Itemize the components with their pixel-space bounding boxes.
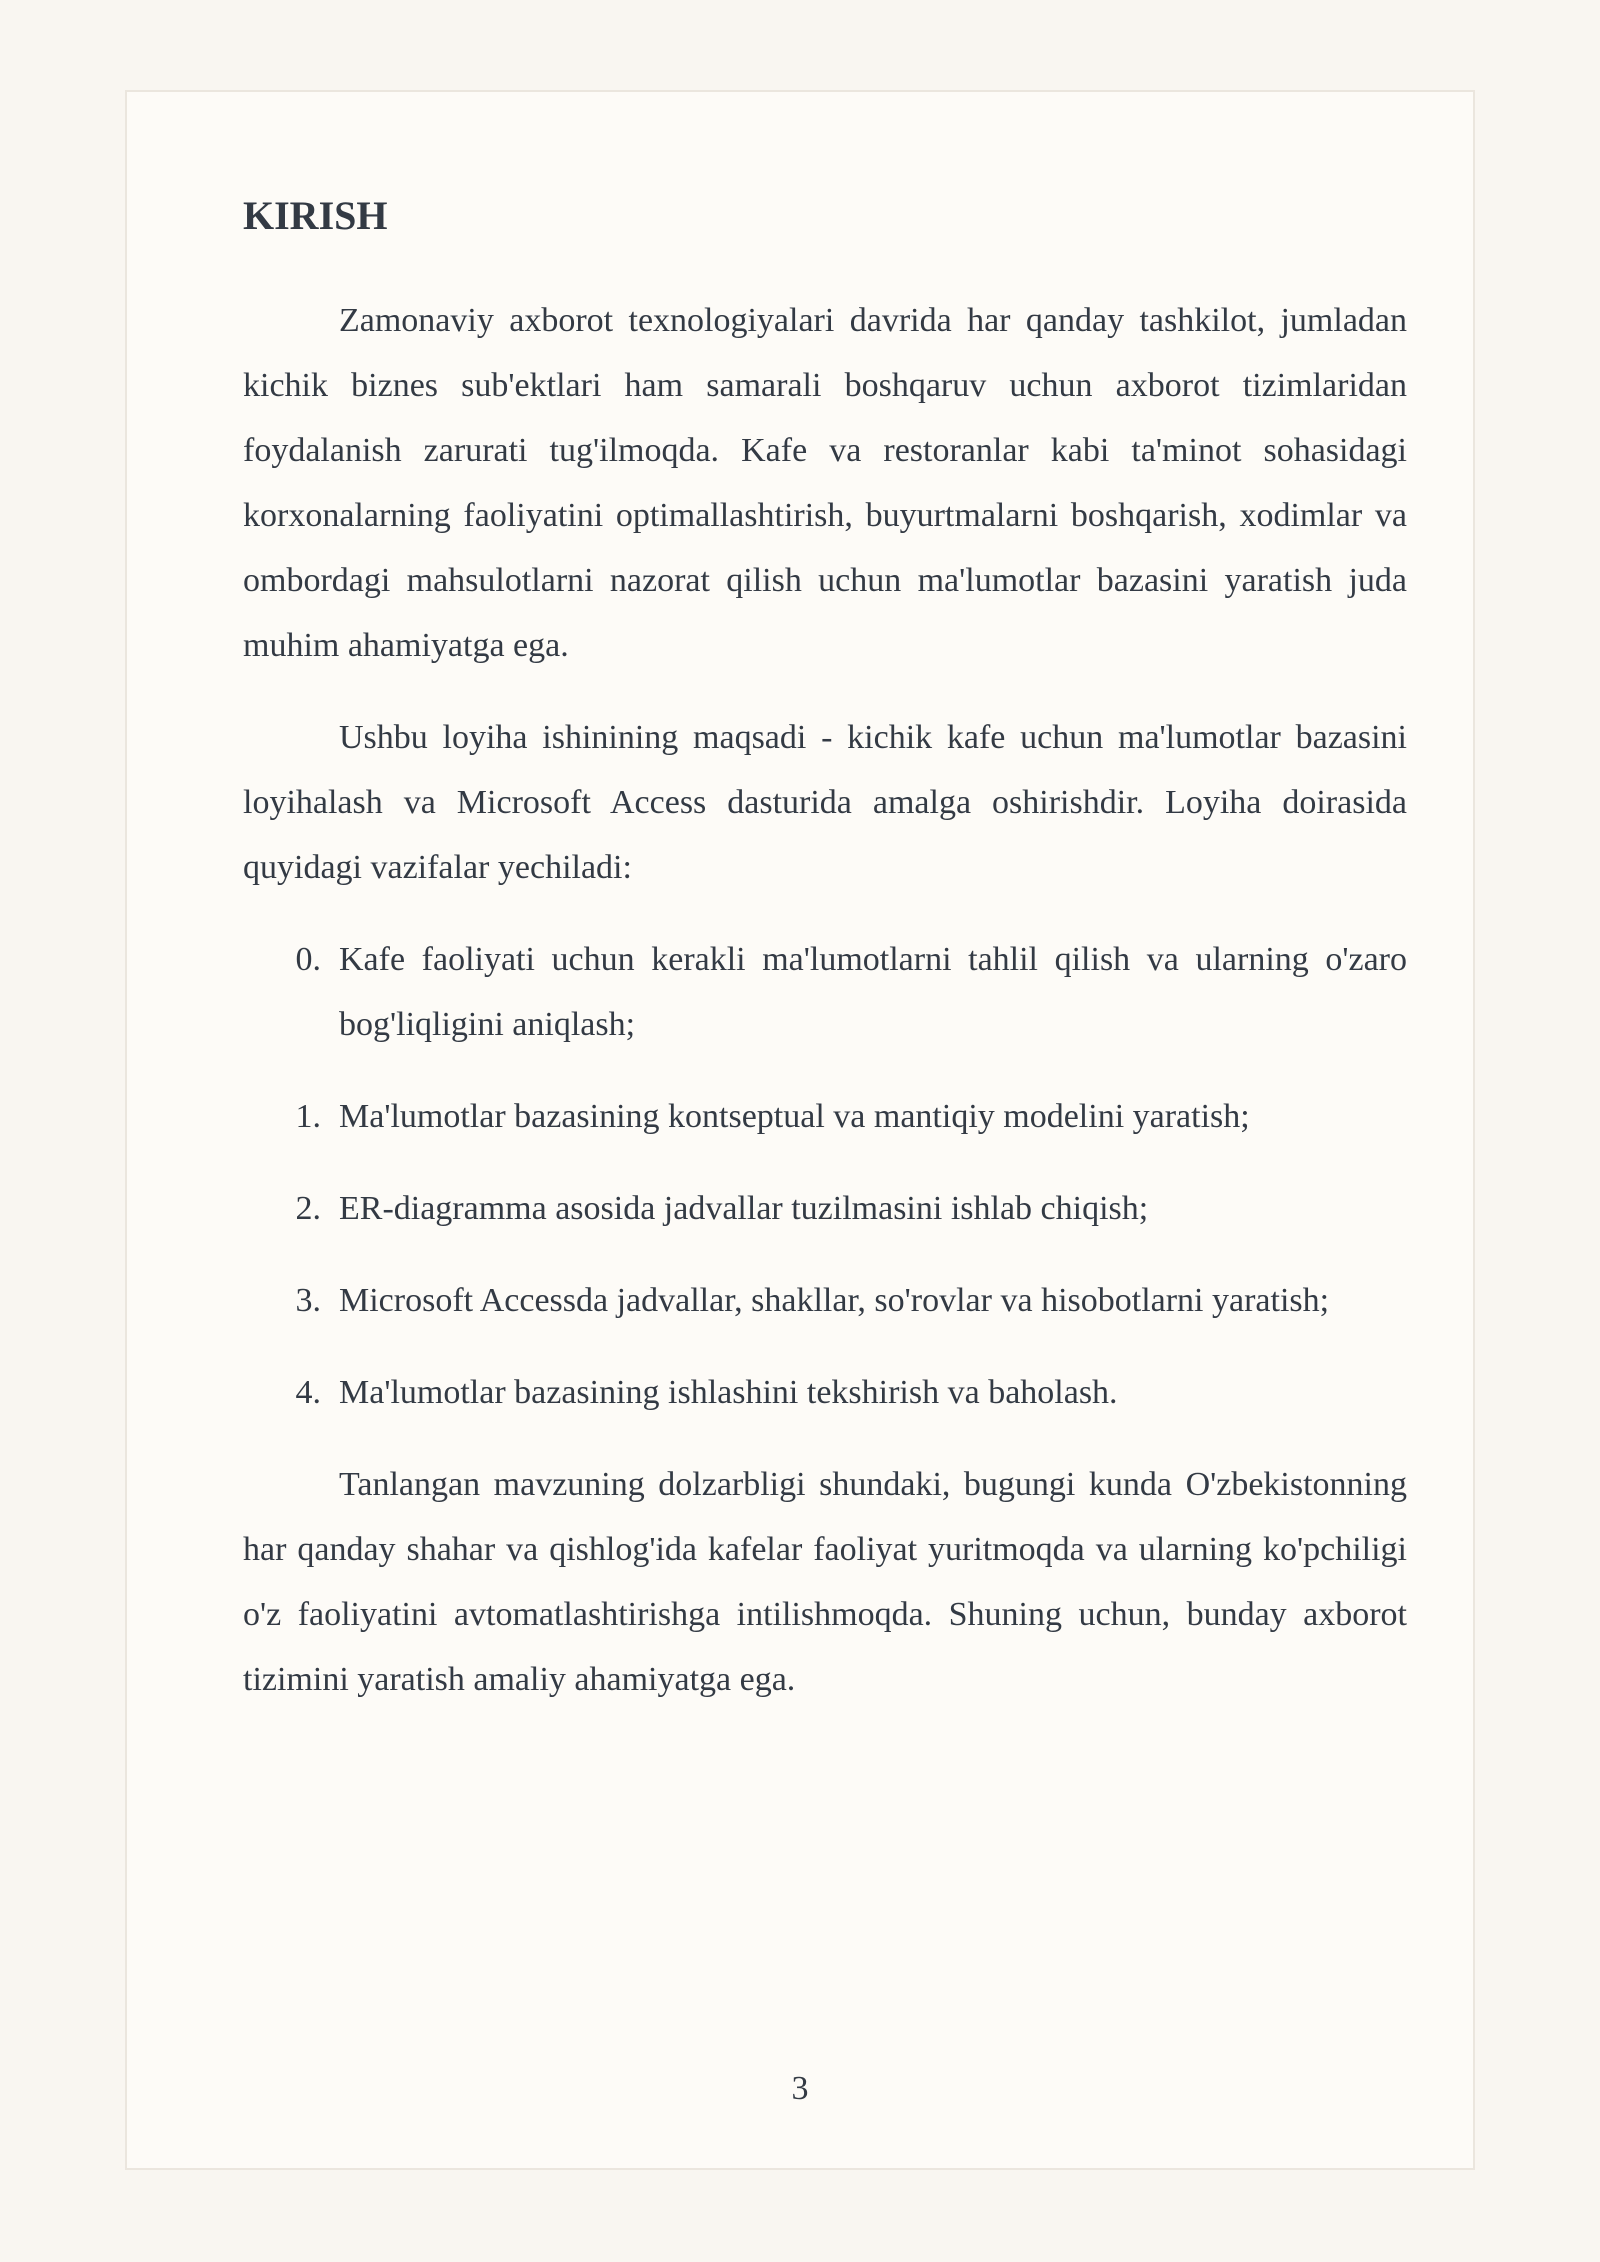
task-number: 3. (295, 1282, 321, 1319)
section-heading: KIRISH (243, 193, 388, 238)
task-number: 0. (295, 941, 321, 978)
task-number: 1. (295, 1098, 321, 1135)
goal-paragraph: Ushbu loyiha ishinining maqsadi - kichik kafe uchun ma'lumotlar bazasini loyihalash va Microsoft Access dasturida amalga oshirishdir. Loyiha doirasida quyidagi vazifalar yechiladi: (243, 719, 1407, 886)
task-text: Microsoft Accessda jadvallar, shakllar, so'rovlar va hisobotlarni yaratish; (339, 1282, 1330, 1319)
intro-paragraph: Zamonaviy axborot texnologiyalari davrida har qanday tashkilot, jumladan kichik biznes sub'ektlari ham samarali boshqaruv uchun axborot tizimlaridan foydalanish zarurati tug'ilmoqda. Kafe va restoranlar kabi ta'minot sohasidagi korxonalarning faoliyatini optimallashtirish, buyurtmalarni boshqarish, xodimlar va ombordagi mahsulotlarni nazorat qilish uchun ma'lumotlar bazasini yaratish juda muhim ahamiyatga ega. (243, 302, 1407, 664)
task-number: 4. (295, 1374, 321, 1411)
task-text: Ma'lumotlar bazasining kontseptual va mantiqiy modelini yaratish; (339, 1098, 1250, 1135)
page-number: 3 (791, 2070, 809, 2107)
page-content (243, 192, 1407, 1739)
task-text: Ma'lumotlar bazasining ishlashini tekshirish va baholash. (339, 1374, 1118, 1411)
task-text: ER-diagramma asosida jadvallar tuzilmasini ishlab chiqish; (339, 1190, 1149, 1227)
task-text: Kafe faoliyati uchun kerakli ma'lumotlarni tahlil qilish va ularning o'zaro bog'liqligini aniqlash; (339, 941, 1407, 1043)
relevance-paragraph: Tanlangan mavzuning dolzarbligi shundaki, bugungi kunda O'zbekistonning har qanday shahar va qishlog'ida kafelar faoliyat yuritmoqda va ularning ko'pchiligi o'z faoliyatini avtomatlashtirishga intilishmoqda. Shuning uchun, bunday axborot tizimini yaratish amaliy ahamiyatga ega. (243, 1466, 1407, 1698)
task-item (243, 1268, 1407, 1333)
document-page (125, 90, 1475, 2170)
task-list (243, 927, 1407, 1425)
task-number: 2. (295, 1190, 321, 1227)
task-item (243, 1084, 1407, 1149)
task-item (243, 927, 1407, 1057)
task-item (243, 1360, 1407, 1425)
task-item (243, 1176, 1407, 1241)
